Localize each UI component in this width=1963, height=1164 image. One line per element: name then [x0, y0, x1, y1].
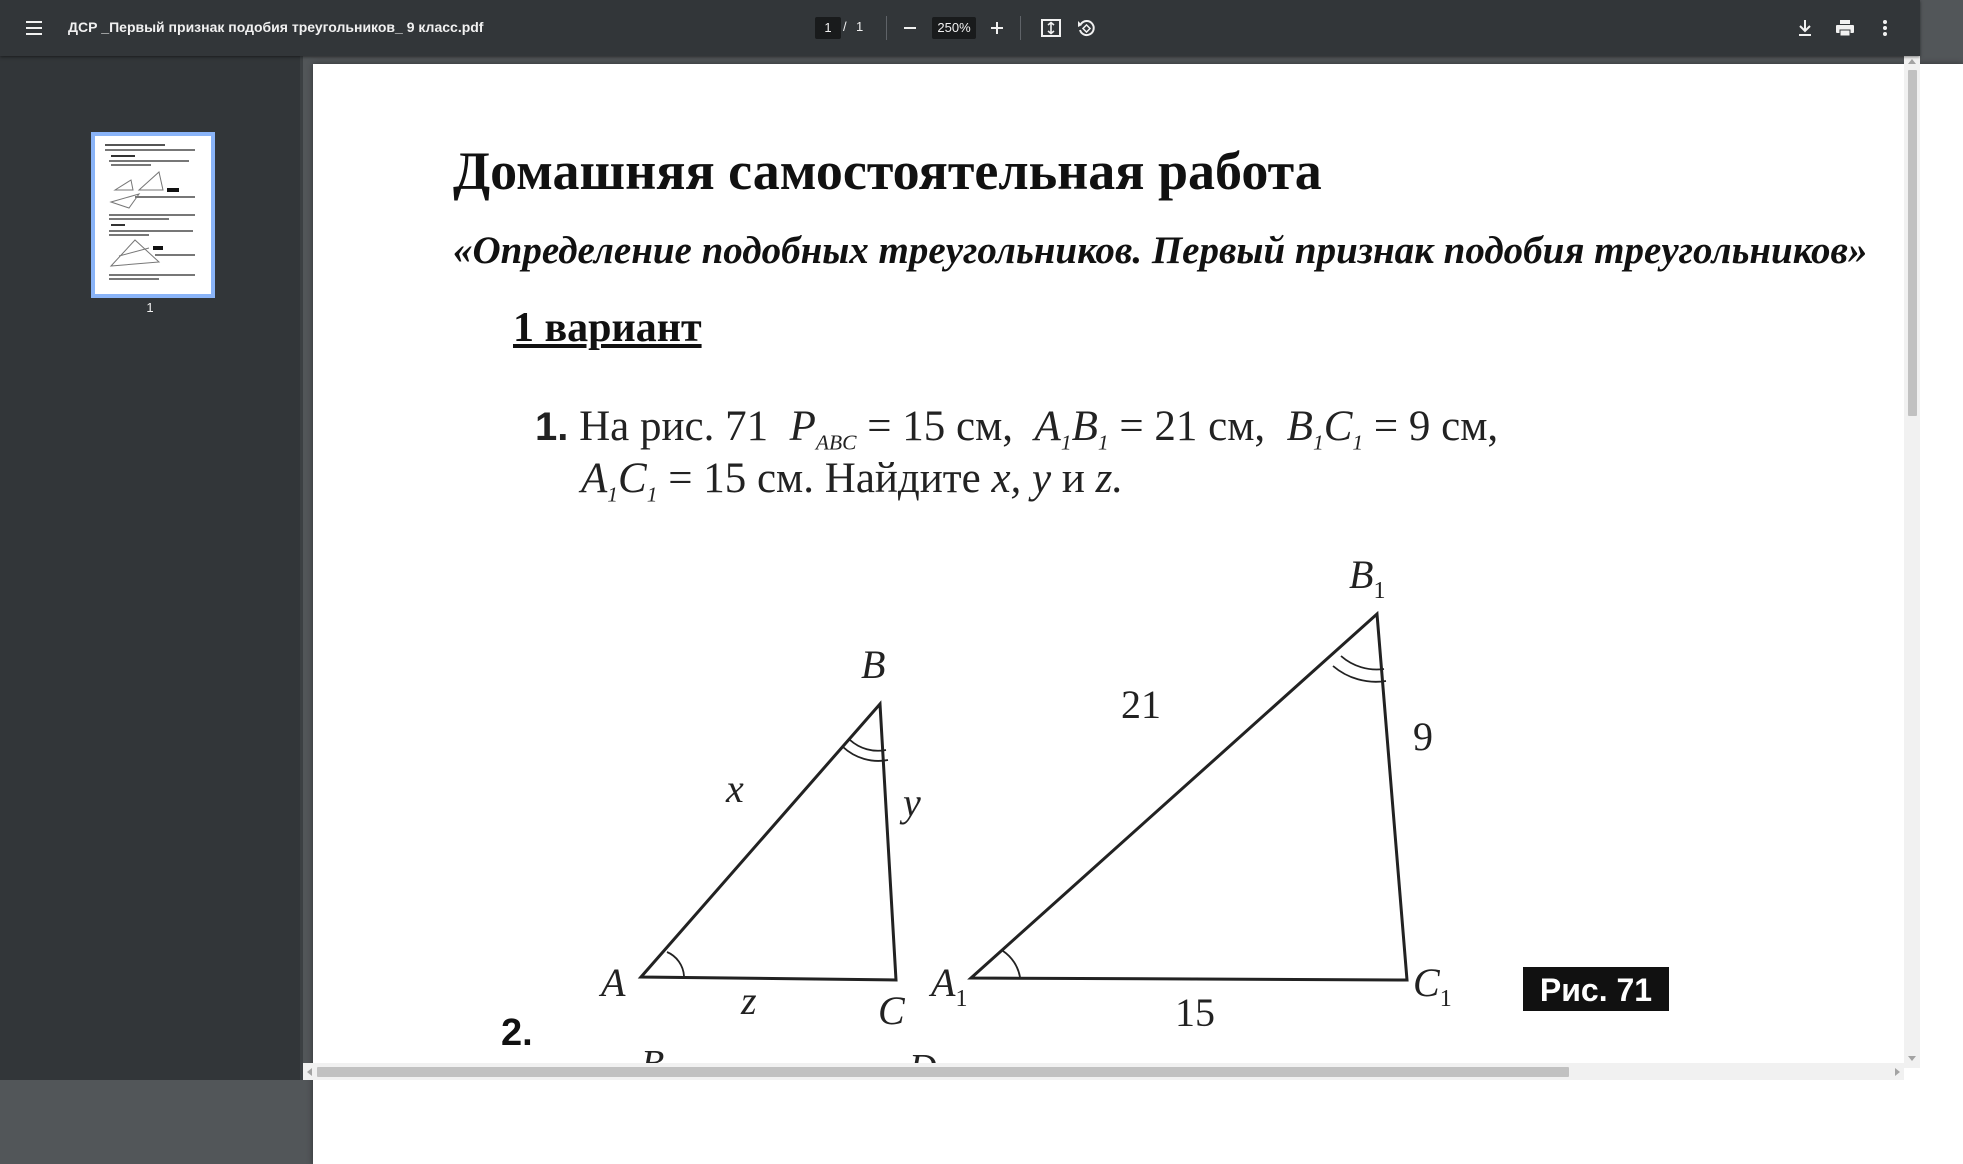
- thumb-figure: [109, 236, 169, 270]
- task-intro: На рис. 71: [579, 403, 769, 450]
- minus-icon: [903, 21, 917, 35]
- label-a: A: [601, 960, 626, 1005]
- task-number: 1.: [535, 405, 569, 449]
- large-triangle: [971, 614, 1407, 980]
- thumb-caption: [153, 246, 163, 250]
- vertical-scroll-thumb[interactable]: [1908, 70, 1917, 416]
- variant-heading: 1 вариант: [513, 305, 702, 351]
- side-9-label: 9: [1413, 714, 1433, 759]
- small-angle-a-arc: [667, 952, 684, 976]
- page-number-input[interactable]: 1: [815, 17, 841, 39]
- perimeter-symbol: P: [789, 403, 816, 450]
- b1c1-value: = 9 см,: [1373, 403, 1499, 450]
- thumb-line: [111, 224, 125, 226]
- side-x-label: x: [726, 766, 744, 811]
- page-separator: /: [843, 19, 847, 34]
- thumb-line: [109, 160, 189, 162]
- large-angle-a-arc: [1003, 951, 1020, 977]
- label-c1: $C_1$: [1413, 960, 1452, 1012]
- task-vars: x, y: [991, 455, 1052, 502]
- page-title: Домашняя самостоятельная работа: [453, 141, 1322, 201]
- side-21-label: 21: [1121, 682, 1161, 727]
- a1b1-value: = 21 см,: [1119, 403, 1266, 450]
- thumb-line: [109, 278, 159, 280]
- download-button[interactable]: [1791, 14, 1819, 42]
- task-1-text-line-2: $A_1C_1 = 15$ см. Найдите x, y и z.: [581, 455, 1124, 507]
- fit-to-page-icon: [1041, 19, 1061, 37]
- thumb-line: [135, 196, 195, 198]
- thumbnail-page-number: 1: [146, 300, 154, 315]
- fit-page-button[interactable]: [1037, 14, 1065, 42]
- large-angle-b-arc-2: [1333, 666, 1386, 682]
- menu-icon[interactable]: [18, 14, 50, 42]
- side-z-label: z: [741, 978, 757, 1023]
- page-thumbnail[interactable]: [91, 132, 215, 298]
- task-2-number: 2.: [501, 1012, 533, 1054]
- label-b1: $B_1$: [1349, 552, 1386, 604]
- a1c1-value: = 15 см. Найдите: [668, 455, 981, 502]
- label-b: B: [861, 642, 886, 687]
- print-button[interactable]: [1831, 14, 1859, 42]
- horizontal-scrollbar[interactable]: [303, 1063, 1904, 1080]
- page-total: 1: [856, 19, 864, 34]
- side-15-label: 15: [1175, 990, 1215, 1035]
- perimeter-value: = 15 см,: [867, 403, 1014, 450]
- scroll-down-icon[interactable]: [1908, 1056, 1916, 1062]
- scroll-up-icon[interactable]: [1908, 58, 1916, 64]
- zoom-out-button[interactable]: [896, 14, 924, 42]
- rotate-button[interactable]: [1072, 14, 1100, 42]
- figure-caption: Рис. 71: [1539, 972, 1653, 1008]
- task-1-text-line-1: 1. На рис. 71 $P_{ABC} = 15$ см, $A_1B_1 = 21$ см, $B_1C_1 = 9$ см,: [535, 403, 1499, 455]
- large-angle-b-arc-1: [1341, 656, 1384, 669]
- thumb-line: [155, 254, 195, 256]
- page-subtitle: «Определение подобных треугольников. Первый признак подобия треугольников»: [453, 229, 1868, 272]
- task-var-z: z.: [1095, 455, 1124, 502]
- thumb-line: [105, 144, 165, 146]
- small-angle-b-arc-1: [850, 740, 886, 751]
- task-and: и: [1061, 455, 1085, 502]
- figure-71: [313, 64, 1913, 1064]
- horizontal-scroll-thumb[interactable]: [317, 1067, 1569, 1077]
- download-icon: [1797, 19, 1813, 37]
- print-icon: [1835, 19, 1855, 37]
- toolbar-divider: [886, 16, 887, 40]
- thumb-line: [109, 274, 195, 276]
- thumb-caption: [167, 188, 179, 192]
- thumb-line: [109, 230, 193, 232]
- rotate-icon: [1076, 18, 1096, 38]
- document-title: ДСР _Первый признак подобия треугольников_ 9 класс.pdf: [68, 19, 484, 35]
- thumb-line: [105, 149, 195, 151]
- scroll-left-icon[interactable]: [306, 1068, 312, 1076]
- label-a1: $A_1$: [931, 960, 968, 1012]
- vertical-scrollbar[interactable]: [1904, 56, 1920, 1068]
- scroll-right-icon[interactable]: [1895, 1068, 1901, 1076]
- more-vert-icon: [1882, 19, 1888, 37]
- pdf-toolbar: [0, 0, 1920, 56]
- thumbnail-sidebar: [0, 56, 300, 1080]
- label-c: C: [878, 988, 905, 1033]
- side-y-label: y: [903, 780, 921, 825]
- more-actions-button[interactable]: [1871, 14, 1899, 42]
- pdf-page: [313, 64, 1963, 1164]
- zoom-in-button[interactable]: [983, 14, 1011, 42]
- zoom-input[interactable]: 250%: [932, 17, 976, 39]
- thumb-line: [111, 164, 151, 166]
- thumb-figure: [109, 192, 149, 210]
- toolbar-divider: [1020, 16, 1021, 40]
- thumb-line: [109, 218, 169, 220]
- thumb-line: [111, 155, 135, 157]
- perimeter-subscript: ABC: [815, 430, 857, 455]
- document-viewer[interactable]: [303, 56, 1920, 1068]
- plus-icon: [990, 21, 1004, 35]
- thumb-line: [109, 214, 195, 216]
